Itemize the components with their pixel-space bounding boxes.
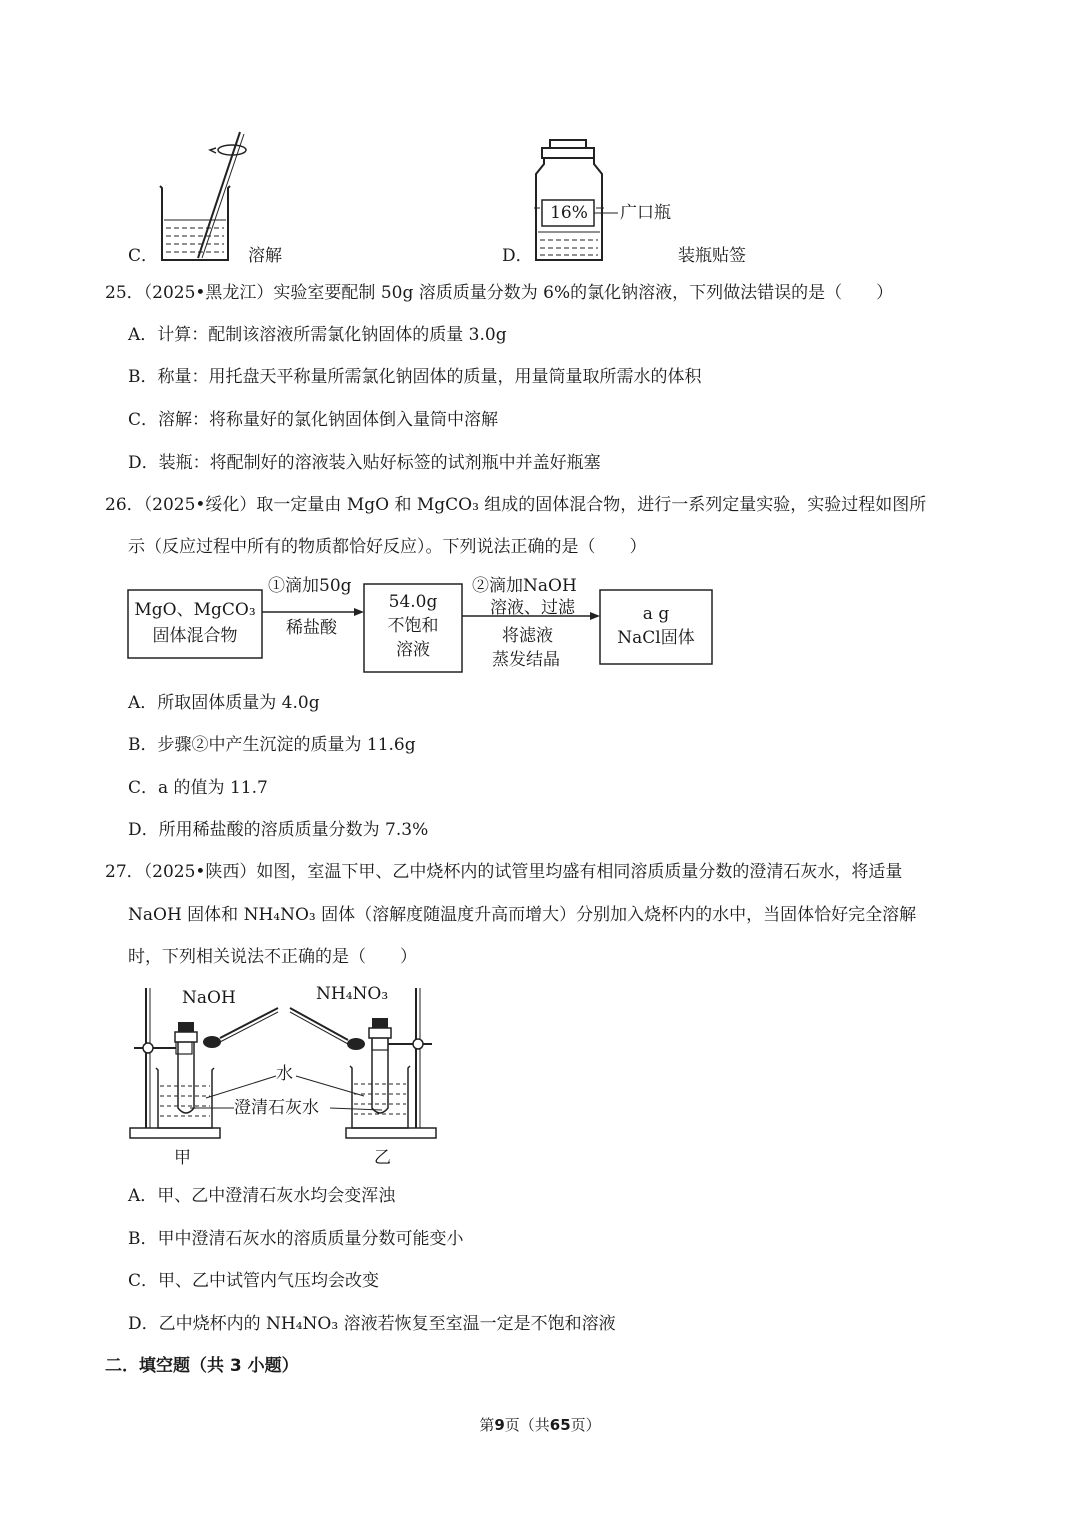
q26-option-b: B．步骤②中产生沉淀的质量为 11.6g bbox=[128, 735, 416, 755]
flow-step1-line1: ①滴加50g bbox=[268, 576, 352, 596]
q26-stem-line1: 26．（2025•绥化）取一定量由 MgO 和 MgCO₃ 组成的固体混合物，进行一系列定量实验，实验过程如图所 bbox=[105, 495, 927, 515]
label-limewater: 澄清石灰水 bbox=[234, 1098, 319, 1118]
flow-step1-line2: 稀盐酸 bbox=[286, 618, 337, 638]
label-yi: 乙 bbox=[374, 1148, 391, 1168]
q27-stem-line1: 27．（2025•陕西）如图，室温下甲、乙中烧杯内的试管里均盛有相同溶质质量分数的澄清石灰水，将适量 bbox=[105, 862, 903, 882]
q27-option-c: C．甲、乙中试管内气压均会改变 bbox=[128, 1271, 380, 1291]
flow-box2-line1: 54.0g bbox=[388, 592, 438, 612]
footer-mid: 页（共 bbox=[504, 1416, 550, 1434]
flow-box3-line2: NaCl固体 bbox=[617, 628, 695, 648]
label-naoh: NaOH bbox=[182, 988, 236, 1008]
q26-option-a: A．所取固体质量为 4.0g bbox=[128, 693, 320, 713]
flow-step2-line4: 蒸发结晶 bbox=[492, 650, 560, 670]
bottle-name-label: 广口瓶 bbox=[620, 203, 671, 223]
q27-stem-line2: NaOH 固体和 NH₄NO₃ 固体（溶解度随温度升高而增大）分别加入烧杯内的水中，当固体恰好完全溶解 bbox=[128, 905, 917, 925]
q27-option-a: A．甲、乙中澄清石灰水均会变浑浊 bbox=[128, 1186, 396, 1206]
flow-box3-line1: a g bbox=[642, 604, 670, 624]
q26-option-c: C．a 的值为 11.7 bbox=[128, 778, 268, 798]
q25-stem: 25．（2025•黑龙江）实验室要配制 50g 溶质质量分数为 6%的氯化钠溶液，下列做法错误的是（ ） bbox=[105, 283, 894, 303]
page-footer bbox=[0, 1413, 1080, 1437]
footer-page-number: 9 bbox=[494, 1416, 505, 1434]
flow-box2-line3: 溶液 bbox=[396, 640, 430, 660]
flow-step2-line2: 溶液、过滤 bbox=[490, 598, 575, 618]
q26-stem-line2: 示（反应过程中所有的物质都恰好反应）。下列说法正确的是（ ） bbox=[128, 537, 647, 557]
option-d-letter: D． bbox=[502, 246, 533, 266]
q25-option-b: B．称量：用托盘天平称量所需氯化钠固体的质量，用量筒量取所需水的体积 bbox=[128, 367, 702, 387]
flow-step2-line3: 将滤液 bbox=[502, 626, 553, 646]
q27-option-d: D．乙中烧杯内的 NH₄NO₃ 溶液若恢复至室温一定是不饱和溶液 bbox=[128, 1314, 616, 1334]
option-d-caption: 装瓶贴签 bbox=[678, 246, 746, 266]
flow-step2-line1: ②滴加NaOH bbox=[472, 576, 577, 596]
option-c-caption: 溶解 bbox=[248, 246, 282, 266]
footer-prefix: 第 bbox=[479, 1416, 495, 1434]
beaker-stirring-icon bbox=[150, 128, 310, 268]
section-heading: 二．填空题（共 3 小题） bbox=[105, 1356, 299, 1376]
bottle-label-percent: 16% bbox=[550, 203, 588, 223]
q27-stem-line3: 时，下列相关说法不正确的是（ ） bbox=[128, 947, 417, 967]
label-nh4no3: NH₄NO₃ bbox=[316, 984, 389, 1004]
flow-box1-line1: MgO、MgCO₃ bbox=[134, 600, 256, 620]
option-c-figure bbox=[150, 128, 310, 268]
footer-suffix: 页） bbox=[570, 1416, 601, 1434]
label-jia: 甲 bbox=[174, 1148, 191, 1168]
label-water: 水 bbox=[276, 1064, 293, 1084]
option-c-letter: C． bbox=[128, 246, 159, 266]
q26-option-d: D．所用稀盐酸的溶质质量分数为 7.3% bbox=[128, 820, 429, 840]
q25-option-a: A．计算：配制该溶液所需氯化钠固体的质量 3.0g bbox=[128, 325, 507, 345]
q25-option-c: C．溶解：将称量好的氯化钠固体倒入量筒中溶解 bbox=[128, 410, 499, 430]
flow-box2-line2: 不饱和 bbox=[387, 616, 439, 636]
q27-apparatus-figure bbox=[120, 978, 450, 1174]
q27-option-b: B．甲中澄清石灰水的溶质质量分数可能变小 bbox=[128, 1229, 464, 1249]
footer-total-pages: 65 bbox=[549, 1416, 571, 1434]
q26-flowchart bbox=[120, 570, 730, 680]
flow-box1-line2: 固体混合物 bbox=[152, 626, 238, 646]
q25-option-d: D．装瓶：将配制好的溶液装入贴好标签的试剂瓶中并盖好瓶塞 bbox=[128, 453, 601, 473]
